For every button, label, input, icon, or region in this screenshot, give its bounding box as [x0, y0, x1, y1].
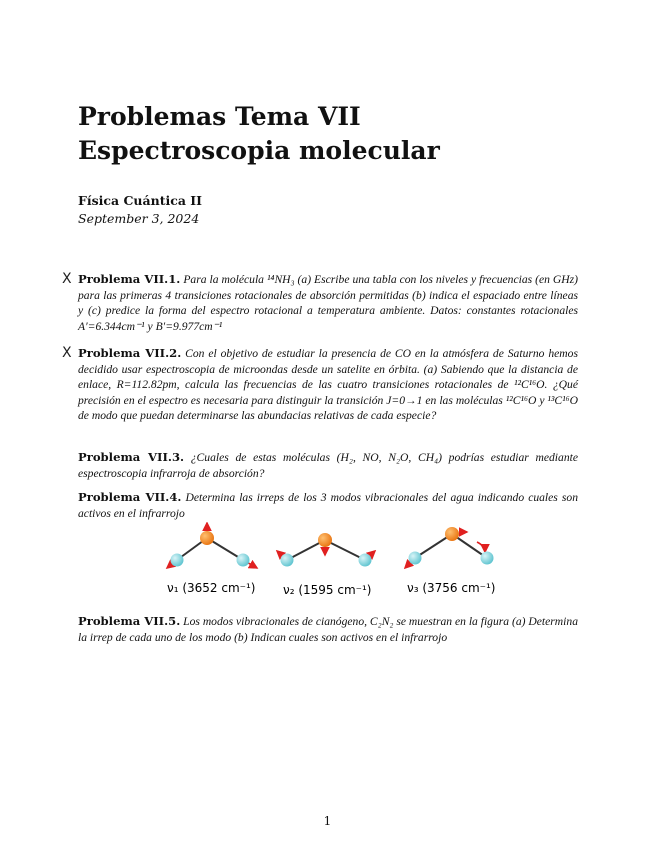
- title-line-2: Espectroscopia molecular: [78, 136, 440, 165]
- problem-4: [78, 490, 578, 521]
- mode-1-molecule: [167, 523, 257, 568]
- mode-3-molecule: [405, 527, 494, 568]
- problem-2-mark: X: [62, 345, 72, 361]
- problem-1-head: Problema VII.1.: [78, 272, 181, 286]
- problem-5-text: Los modos vibracionales de cianógeno, C₂N₂ se muestran en la figura (a) Determina la irrep de cada uno de los modo (b) Indican cuales son activos en el infrarrojo: [78, 615, 578, 644]
- problem-5-head: Problema VII.5.: [78, 614, 181, 628]
- problem-1-text: Para la molécula ¹⁴NH₃ (a) Escribe una tabla con los niveles y frecuencias (en GHz) para las primeras 4 transiciones rotacionales de absorción permitidas (b) indica el espaciado entre líneas y (c) predice la forma del espectro rotacional a temperatura ambiente. Datos: constantes rotacionales A′=6.344cm⁻¹ y B′=9.977cm⁻¹: [78, 273, 578, 333]
- mode-3-hydrogen-atom-right: [481, 552, 494, 565]
- problem-2-text: Con el objetivo de estudiar la presencia de CO en la atmósfera de Saturno hemos decidido usar espectroscopia de microondas desde un satelite en órbita. (a) Sabiendo que la distancia de enlace, R=112.82pm, calcula las frecuencias de las cuatro transiciones rotacionales de ¹²C¹⁶O. ¿Qué precisión en el espectro es necesaria para distinguir la transición J=0→1 en las moléculas ¹²C¹⁶O y ¹³C¹⁶O de modo que puedan determinarse las abundacias relativas de cada especie?: [78, 347, 578, 422]
- mode-3-hydrogen-atom-left: [409, 552, 422, 565]
- mode-1-hydrogen-atom-right: [237, 554, 250, 567]
- document-title: [78, 100, 440, 168]
- problem-1-mark: X: [62, 271, 72, 287]
- mode-2-hydrogen-atom-left: [281, 554, 294, 567]
- title-line-1: Problemas Tema VII: [78, 102, 361, 131]
- page-number: 1: [323, 814, 332, 828]
- mode-1-oxygen-atom: [200, 531, 214, 545]
- problem-3-head: Problema VII.3.: [78, 450, 185, 464]
- problem-3: [78, 450, 578, 481]
- mode-2-label: ν₂ (1595 cm⁻¹): [283, 583, 372, 597]
- mode-2-oxygen-atom: [318, 533, 332, 547]
- mode-2-hydrogen-atom-right: [359, 554, 372, 567]
- problem-4-head: Problema VII.4.: [78, 490, 182, 504]
- mode-1-label: ν₁ (3652 cm⁻¹): [167, 581, 256, 595]
- mode-3-arrow-right: [477, 542, 485, 552]
- problem-2: [78, 346, 578, 424]
- mode-3-label: ν₃ (3756 cm⁻¹): [407, 581, 496, 595]
- mode-3-oxygen-atom: [445, 527, 459, 541]
- water-modes-figure: [165, 522, 505, 602]
- course-name: Física Cuántica II: [78, 193, 202, 208]
- mode-1-hydrogen-atom-left: [171, 554, 184, 567]
- mode-2-molecule: [277, 533, 375, 567]
- problem-2-head: Problema VII.2.: [78, 346, 182, 360]
- document-date: September 3, 2024: [78, 211, 200, 226]
- problem-1: [78, 272, 578, 334]
- problem-4-text: Determina las irreps de los 3 modos vibracionales del agua indicando cuales son activos en el infrarrojo: [78, 491, 579, 520]
- problem-3-text: ¿Cuales de estas moléculas (H₂, NO, N₂O, CH₄) podrías estudiar mediante espectroscopia infrarroja de absorción?: [78, 451, 578, 480]
- problem-5: [78, 614, 578, 645]
